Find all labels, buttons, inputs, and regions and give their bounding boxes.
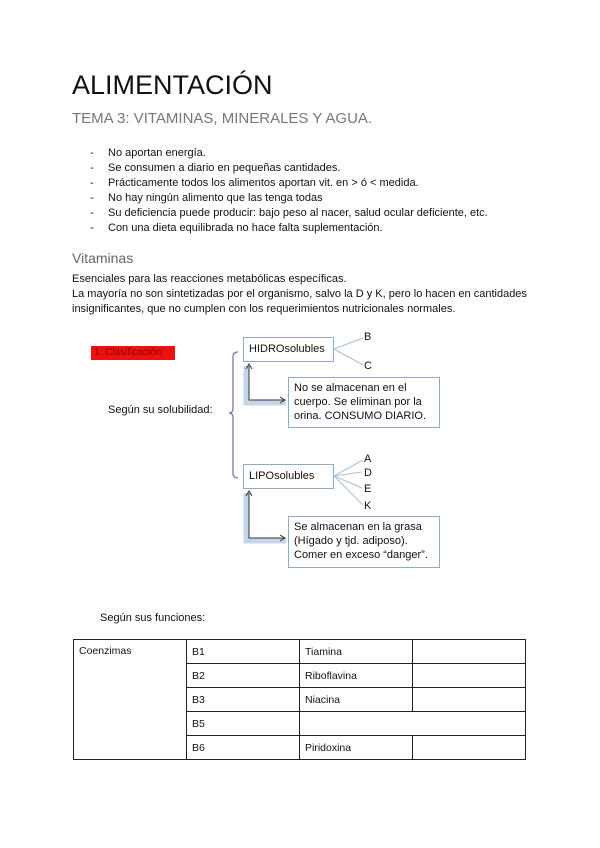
vitamin-letter: K: [364, 500, 372, 512]
group-cell: Coenzimas: [74, 640, 187, 760]
name-cell: Riboflavina: [300, 664, 413, 688]
vitamin-cell: B3: [187, 688, 300, 712]
connector: [334, 338, 363, 349]
page-subtitle: TEMA 3: VITAMINAS, MINERALES Y AGUA.: [72, 110, 373, 127]
classification-label: 1. Clasificación:: [91, 346, 175, 360]
connector: [334, 476, 363, 505]
section-heading: Vitaminas: [72, 250, 134, 266]
paragraph-line: La mayoría no son sintetizadas por el organismo, salvo la D y K, pero lo hacen en cantidades insignificantes, que no cumplen con los requerimientos nutricionales normales.: [72, 288, 527, 315]
connector: [334, 476, 362, 488]
hidrosolubles-note: No se almacenan en el cuerpo. Se eliminan por la orina. CONSUMO DIARIO.: [288, 377, 440, 428]
hidrosolubles-box: HIDROsolubles: [243, 337, 334, 362]
list-item: - No hay ningún alimento que las tenga todas: [90, 191, 488, 206]
vitamin-cell: B1: [187, 640, 300, 664]
list-item: - Se consumen a diario en pequeñas cantidades.: [90, 161, 488, 176]
vitamin-cell: B6: [187, 736, 300, 760]
vitamin-cell: B2: [187, 664, 300, 688]
name-cell: Niacina: [300, 688, 413, 712]
solubility-label: Según su solubilidad:: [108, 404, 213, 416]
name-cell: [300, 712, 526, 736]
vitamin-letter: A: [364, 453, 372, 465]
list-item: - No aportan energía.: [90, 146, 488, 161]
list-item: - Su deficiencia puede producir: bajo peso al nacer, salud ocular deficiente, etc.: [90, 206, 488, 221]
vitamin-letter: B: [364, 331, 372, 343]
connector: [334, 349, 363, 365]
brace: [229, 352, 238, 478]
vitamin-letter: D: [364, 467, 372, 479]
liposolubles-note: Se almacenan en la grasa (Hígado y tjd. adiposo). Comer en exceso “danger”.: [288, 516, 440, 568]
empty-cell: [413, 736, 526, 760]
hidro-arrow-line: [246, 364, 285, 403]
list-item: - Prácticamente todos los alimentos aportan vit. en > ó < medida.: [90, 176, 488, 191]
lipo-arrow: [246, 493, 286, 541]
page-title: ALIMENTACIÓN: [72, 70, 273, 100]
empty-cell: [413, 640, 526, 664]
name-cell: Tiamina: [300, 640, 413, 664]
empty-cell: [413, 688, 526, 712]
vitamin-letter: C: [364, 360, 372, 372]
list-item: - Con una dieta equilibrada no hace falta suplementación.: [90, 221, 488, 236]
table-row: [74, 640, 526, 664]
functions-table: [73, 639, 526, 760]
vitamin-cell: B5: [187, 712, 300, 736]
functions-label: Según sus funciones:: [100, 612, 206, 624]
vitamin-letter: E: [364, 483, 372, 495]
liposolubles-box: LIPOsolubles: [243, 464, 334, 489]
empty-cell: [413, 664, 526, 688]
name-cell: Piridoxina: [300, 736, 413, 760]
lipo-arrow-line: [246, 491, 285, 541]
paragraph-line: Esenciales para las reacciones metabólicas específicas.: [72, 273, 347, 285]
